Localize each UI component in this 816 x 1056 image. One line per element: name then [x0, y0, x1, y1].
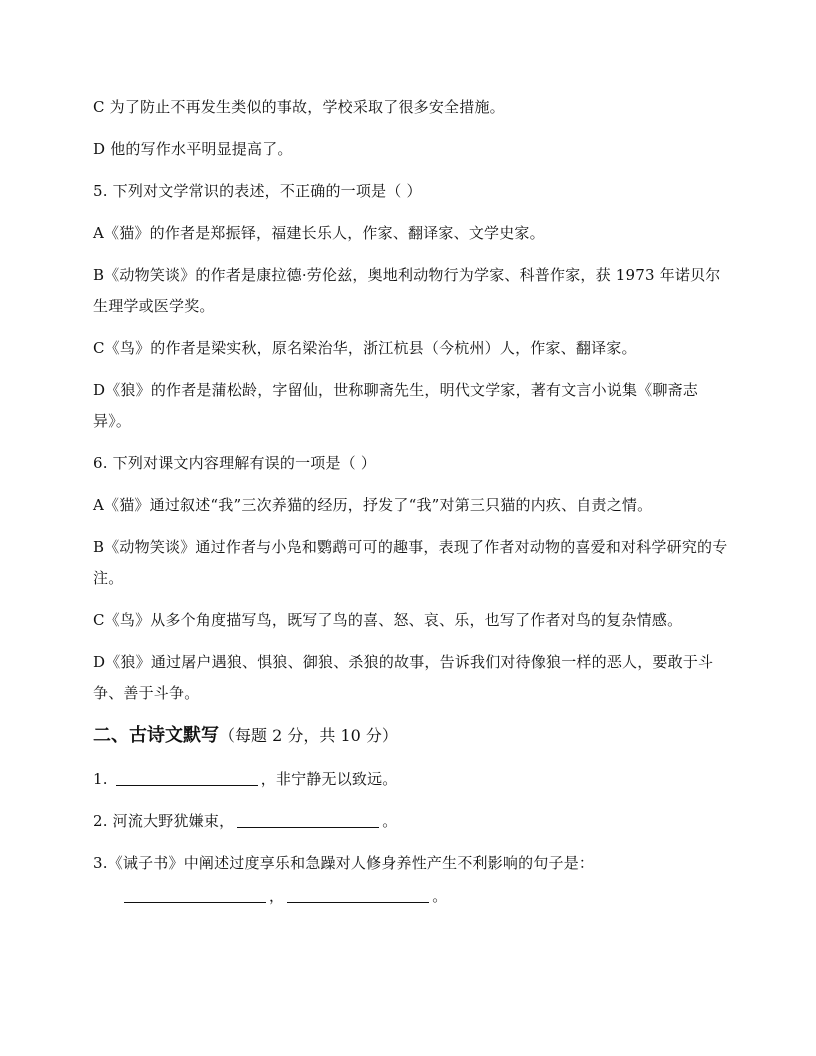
recite-q3-separator: ，: [269, 887, 285, 905]
q4-option-c: C 为了防止不再发生类似的事故，学校采取了很多安全措施。: [93, 98, 505, 116]
q5-option-a: A《猫》的作者是郑振铎，福建长乐人，作家、翻译家、文学史家。: [93, 224, 545, 242]
recite-question-1: [93, 764, 733, 795]
q6-option-a: A《猫》通过叙述“我”三次养猫的经历，抒发了“我”对第三只猫的内疚、自责之情。: [93, 496, 653, 514]
section-2-heading: [93, 720, 733, 752]
recite-q1-number: 1.: [93, 770, 108, 788]
section-2-score-note: （每题 2 分，共 10 分）: [219, 726, 398, 745]
recite-q2-text: 2. 河流大野犹嫌束，: [93, 812, 235, 830]
q6-option-c: C《鸟》从多个角度描写鸟，既写了鸟的喜、怒、哀、乐，也写了作者对鸟的复杂情感。: [93, 611, 683, 629]
recite-q1-blank[interactable]: [116, 767, 258, 786]
recite-question-2: [93, 806, 733, 837]
q5-stem: 5. 下列对文学常识的表述，不正确的一项是（ ）: [93, 182, 422, 200]
recite-q3-end: 。: [432, 887, 448, 905]
q4-option-d: D 他的写作水平明显提高了。: [93, 140, 293, 158]
recite-q3-blank-2[interactable]: [287, 884, 429, 903]
q5-option-d: D《狼》的作者是蒲松龄，字留仙，世称聊斋先生，明代文学家，著有文言小说集《聊斋志异》。: [93, 381, 699, 430]
section-2-title: 二、古诗文默写: [93, 725, 219, 746]
recite-q3-blank-1[interactable]: [124, 884, 266, 903]
q6-stem: 6. 下列对课文内容理解有误的一项是（ ）: [93, 454, 377, 472]
recite-q2-blank[interactable]: [237, 809, 379, 828]
recite-q3-answer-line: [93, 881, 733, 912]
q6-option-d: D《狼》通过屠户遇狼、惧狼、御狼、杀狼的故事，告诉我们对待像狼一样的恶人，要敢于斗争、善于斗争。: [93, 653, 714, 702]
recite-q1-text: ，非宁静无以致远。: [260, 770, 398, 788]
q5-option-b: B《动物笑谈》的作者是康拉德·劳伦兹，奥地利动物行为学家、科普作家，获 1973 年诺贝尔生理学或医学奖。: [93, 266, 721, 315]
q5-option-c: C《鸟》的作者是梁实秋，原名梁治华，浙江杭县（今杭州）人，作家、翻译家。: [93, 339, 637, 357]
q6-option-b: B《动物笑谈》通过作者与小凫和鹦鹉可可的趣事，表现了作者对动物的喜爱和对科学研究的专注。: [93, 538, 728, 587]
recite-q2-end: 。: [382, 812, 398, 830]
recite-question-3: 3.《诫子书》中阐述过度享乐和急躁对人修身养性产生不利影响的句子是：: [93, 854, 595, 872]
exam-page: [93, 92, 733, 925]
